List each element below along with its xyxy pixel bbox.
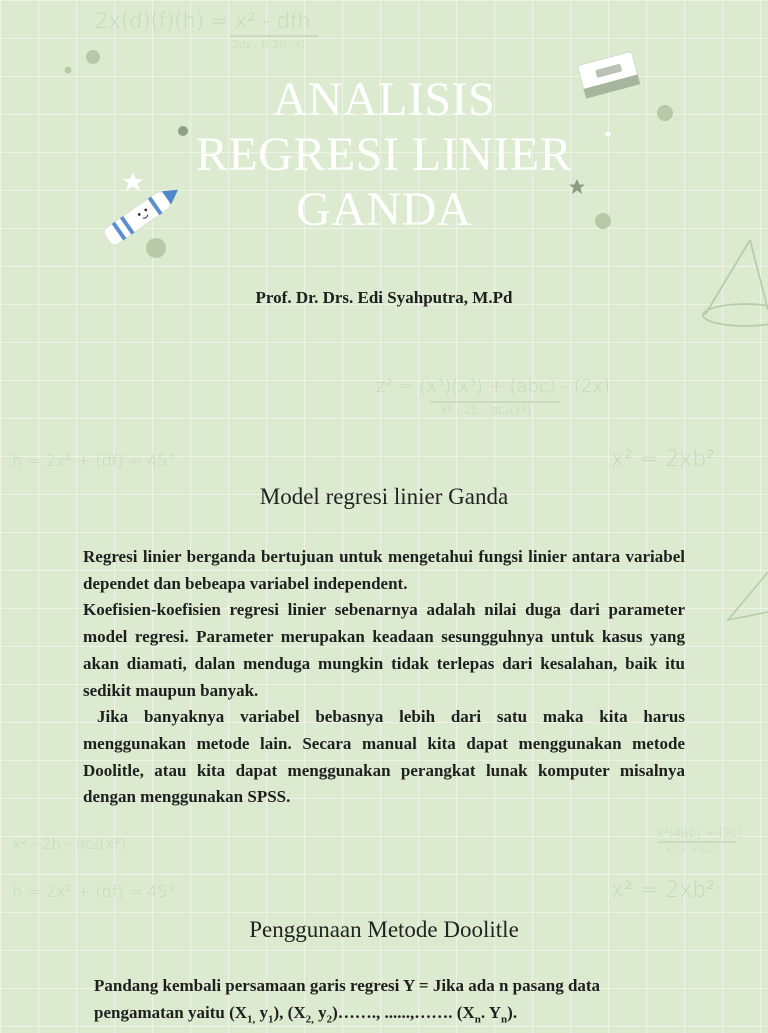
paragraph: Regresi linier berganda bertujuan untuk mengetahui fungsi linier antara variabel dependet dan bebeapa variabel independent.	[83, 547, 685, 593]
doodle-formula: 2d₂ - fh2(r'·x)	[232, 38, 306, 51]
section-heading: Model regresi linier Ganda	[259, 484, 509, 509]
decor-dot	[65, 67, 72, 74]
section-heading: Penggunaan Metode Doolitle	[249, 917, 519, 942]
doodle-formula: x² - 2b - ac₂(x²)	[440, 403, 532, 417]
paragraph: Pandang kembali persamaan garis regresi Y = Jika ada n pasang data	[94, 976, 601, 995]
cone-shape	[703, 240, 768, 326]
decor-dot	[657, 105, 673, 121]
decor-dot	[86, 50, 100, 64]
doodle-formula: x² = 2xb²	[611, 447, 716, 472]
paragraph-text: ……., ......,……. (X	[337, 1003, 475, 1022]
paragraph-text: ).	[507, 1003, 518, 1022]
doodle-formula: x²(4ab) = (2c)	[657, 826, 743, 840]
paragraph-text: pengamatan yaitu (X	[94, 1003, 248, 1022]
doodle-formula: x² + x³(ac)	[666, 845, 721, 856]
doodle-formula: x² = 2xb²	[611, 878, 716, 903]
paragraph: Jika banyaknya variabel bebasnya lebih dari satu maka kita harus menggunakan metode lain. Secara manual kita dapat menggunakan metode Doolitle, atau kita dapat menggunakan perangkat lunak komputer misalnya dengan menggunakan SPSS.	[83, 707, 685, 807]
paragraph: Koefisien-koefisien regresi linier sebenarnya adalah nilai duga dari parameter model regresi. Parameter merupakan keadaan sesungguhnya untuk kasus yang akan diamati, dalan menduga mungkin tidak terlepas dari kesalahan, baik itu sedikit maupun banyak.	[83, 600, 685, 700]
doodle-formula: x² - 2b - ac₂(x²)	[12, 835, 126, 853]
doodle-formula: h = 2x² + (df) = 45°	[12, 451, 176, 470]
paragraph: pengamatan yaitu ($X_{1,}$ $y_1$), ($X_{2,}$ $y_2)\dots\dots$., ......,……. ($X_n$. $Y_n$).	[94, 1003, 518, 1026]
decor-dot	[146, 238, 166, 258]
doodle-formula: z² = (x³)(x³) + (abc) - (2x)	[376, 376, 611, 397]
document-title	[130, 72, 638, 237]
doodle-formula: h = 2x² + (df) = 45°	[12, 882, 176, 901]
doodle-formula: 2x(d)(f)(h) = x² - dfh	[95, 9, 311, 33]
author-name: Prof. Dr. Drs. Edi Syahputra, M.Pd	[255, 288, 513, 307]
title-line: GANDA	[296, 183, 472, 236]
section-body	[83, 544, 685, 811]
title-line: REGRESI LINIER	[195, 128, 573, 181]
title-line: ANALISIS	[272, 73, 496, 126]
pyramid-shape	[728, 572, 768, 620]
